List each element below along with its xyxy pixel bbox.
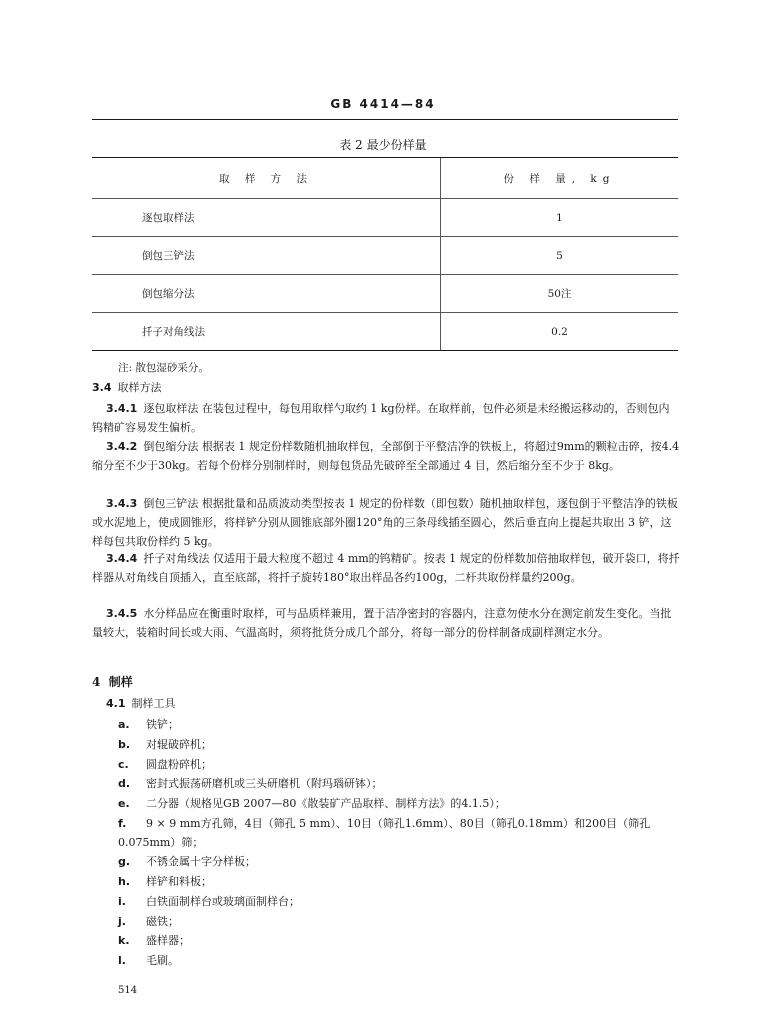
method-cell: 扦子对角线法: [92, 313, 441, 351]
column-header-amount: 份 样 量, kg: [441, 158, 679, 199]
amount-cell: 1: [441, 199, 679, 237]
list-item: f. 9 × 9 mm方孔筛，4目（筛孔 5 mm）、10目（筛孔1.6mm）、80目（筛孔0.18mm）和200目（筛孔0.075mm）筛；: [118, 817, 651, 849]
section-title: 制样: [108, 675, 133, 689]
list-item: k. 盛样器；: [118, 934, 190, 947]
method-cell: 倒包缩分法: [92, 275, 441, 313]
amount-cell: 50注: [441, 275, 679, 313]
method-cell: 倒包三铲法: [92, 237, 441, 275]
section-number: 4.1: [106, 697, 126, 710]
list-item: a. 铁铲；: [118, 718, 179, 731]
section-title: 制样工具: [131, 697, 176, 710]
list-item: i. 白铁面制样台或玻璃面制样台；: [118, 895, 300, 908]
table-note: 注: 散包湿砂采分。: [118, 362, 209, 374]
list-item: e. 二分器（规格见GB 2007—80《散装矿产品取样、制样方法》的4.1.5）；: [118, 797, 506, 810]
table-caption: 表 2 最少份样量: [339, 138, 427, 152]
section-4-heading: [92, 673, 133, 690]
method-cell: 逐包取样法: [92, 199, 441, 237]
paragraph-3-4-2: [92, 437, 680, 475]
table-header-row: [92, 158, 678, 199]
section-title: 取样方法: [117, 381, 162, 394]
section-number: 3.4.4: [106, 552, 138, 565]
paragraph-3-4-1: [92, 399, 680, 437]
paragraph-3-4-4: [92, 549, 680, 587]
section-number: 3.4: [92, 381, 112, 394]
paragraph-text: 扦子对角线法 仅适用于最大粒度不超过 4 mm的钨精矿。按表 1 规定的份样数加倍抽取样包，破开袋口，将扦样器从对角线自顶插入，直至底部，将扦子旋转180°取出样品各约100g，二杆共取份样量约200g。: [92, 552, 680, 584]
paragraph-3-4-5: [92, 604, 680, 642]
sample-amount-table: [92, 158, 678, 351]
section-number: 3.4.2: [106, 440, 138, 453]
header-rule: [92, 119, 678, 120]
standard-number: GB 4414—84: [330, 97, 436, 111]
paragraph-text: 倒包三铲法 根据批量和品质波动类型按表 1 规定的份样数（即包数）随机抽取样包，逐包倒于平整洁净的铁板或水泥地上，使成圆锥形，将样铲分别从圆锥底部外圈120°角的三条母线插至圆心，然后垂直向上提起共取出 3 铲，这样每包共取份样约 5 kg。: [92, 497, 678, 548]
section-number: 3.4.5: [106, 607, 138, 620]
list-item: l. 毛刷。: [118, 954, 179, 967]
table-row: [92, 199, 678, 237]
amount-cell: 5: [441, 237, 679, 275]
page-number: 514: [118, 985, 138, 996]
table-row: [92, 275, 678, 313]
paragraph-3-4-3: [92, 494, 680, 551]
section-3-4-heading: [92, 378, 680, 397]
list-item: h. 样铲和料板；: [118, 875, 212, 888]
table-row: [92, 237, 678, 275]
section-4-1-heading: [92, 694, 680, 713]
list-item: g. 不锈金属十字分样板；: [118, 855, 256, 868]
list-item: b. 对辊破碎机；: [118, 738, 212, 751]
column-header-method: 取 样 方 法: [92, 158, 441, 199]
table-row: [92, 313, 678, 351]
paragraph-text: 水分样品应在衡重时取样，可与品质样兼用，置于洁净密封的容器内，注意勿使水分在测定前发生变化。当批量较大，装箱时间长或大雨、气温高时，须将批货分成几个部分，将每一部分的份样制备成副样测定水分。: [92, 607, 672, 639]
list-item: j. 磁铁；: [118, 915, 179, 928]
list-item: c. 圆盘粉碎机；: [118, 758, 212, 771]
section-number: 4: [92, 675, 101, 689]
paragraph-text: 倒包缩分法 根据表 1 规定份样数随机抽取样包，全部倒于平整洁净的铁板上，将超过9mm的颗粒击碎，按4.4缩分至不少于30kg。若每个份样分别制样时，则每包货品先破碎至全部通过 4 目，然后缩分至不少于 8kg。: [92, 440, 680, 472]
paragraph-text: 逐包取样法 在装包过程中，每包用取样勺取约 1 kg份样。在取样前，包件必须是未经搬运移动的，否则包内钨精矿容易发生偏析。: [92, 402, 670, 434]
amount-cell: 0.2: [441, 313, 679, 351]
section-number: 3.4.1: [106, 402, 138, 415]
list-item: d. 密封式振荡研磨机或三头研磨机（附玛瑙研钵）；: [118, 777, 383, 790]
section-number: 3.4.3: [106, 497, 138, 510]
